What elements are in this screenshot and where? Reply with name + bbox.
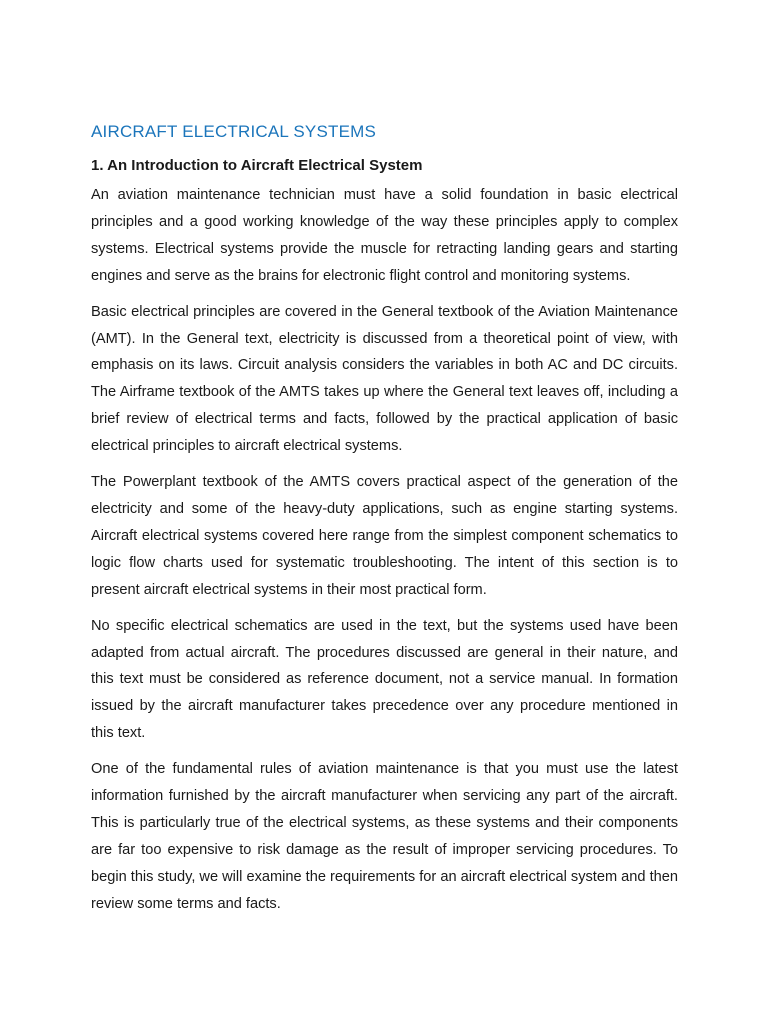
paragraph-3: The Powerplant textbook of the AMTS covers practical aspect of the generation of the electricity and some of the heavy-duty applications, such as engine starting systems. Aircraft electrical systems covered here range from the simplest component schematics to logic flow charts used for systematic troubleshooting. The intent of this section is to present aircraft electrical systems in their most practical form. <box>91 474 678 598</box>
paragraph-1: An aviation maintenance technician must have a solid foundation in basic electrical principles and a good working knowledge of the way these principles apply to complex systems. Electrical systems provide the muscle for retracting landing gears and starting engines and serve as the brains for electronic flight control and monitoring systems. <box>91 187 678 284</box>
paragraph-4: No specific electrical schematics are used in the text, but the systems used have been adapted from actual aircraft. The procedures discussed are general in their nature, and this text must be considered as reference document, not a service manual. In formation issued by the aircraft manufacturer takes precedence over any procedure mentioned in this text. <box>91 617 678 742</box>
paragraph-2: Basic electrical principles are covered in the General textbook of the Aviation Maintenance (AMT). In the General text, electricity is discussed from a theoretical point of view, with emphasis on its laws. Circuit analysis considers the variables in both AC and DC circuits. The Airframe textbook of the AMTS takes up where the General text leaves off, including a brief review of electrical terms and facts, followed by the practical application of basic electrical principles to aircraft electrical systems. <box>91 303 678 455</box>
document-page <box>91 120 678 927</box>
section-heading: 1. An Introduction to Aircraft Electrical System <box>91 157 423 174</box>
document-title: AIRCRAFT ELECTRICAL SYSTEMS <box>91 122 377 141</box>
paragraph-5: One of the fundamental rules of aviation maintenance is that you must use the latest information furnished by the aircraft manufacturer when servicing any part of the aircraft. This is particularly true of the electrical systems, as these systems and their components are far too expensive to risk damage as the result of improper servicing procedures. To begin this study, we will examine the requirements for an aircraft electrical system and then review some terms and facts. <box>91 761 678 912</box>
